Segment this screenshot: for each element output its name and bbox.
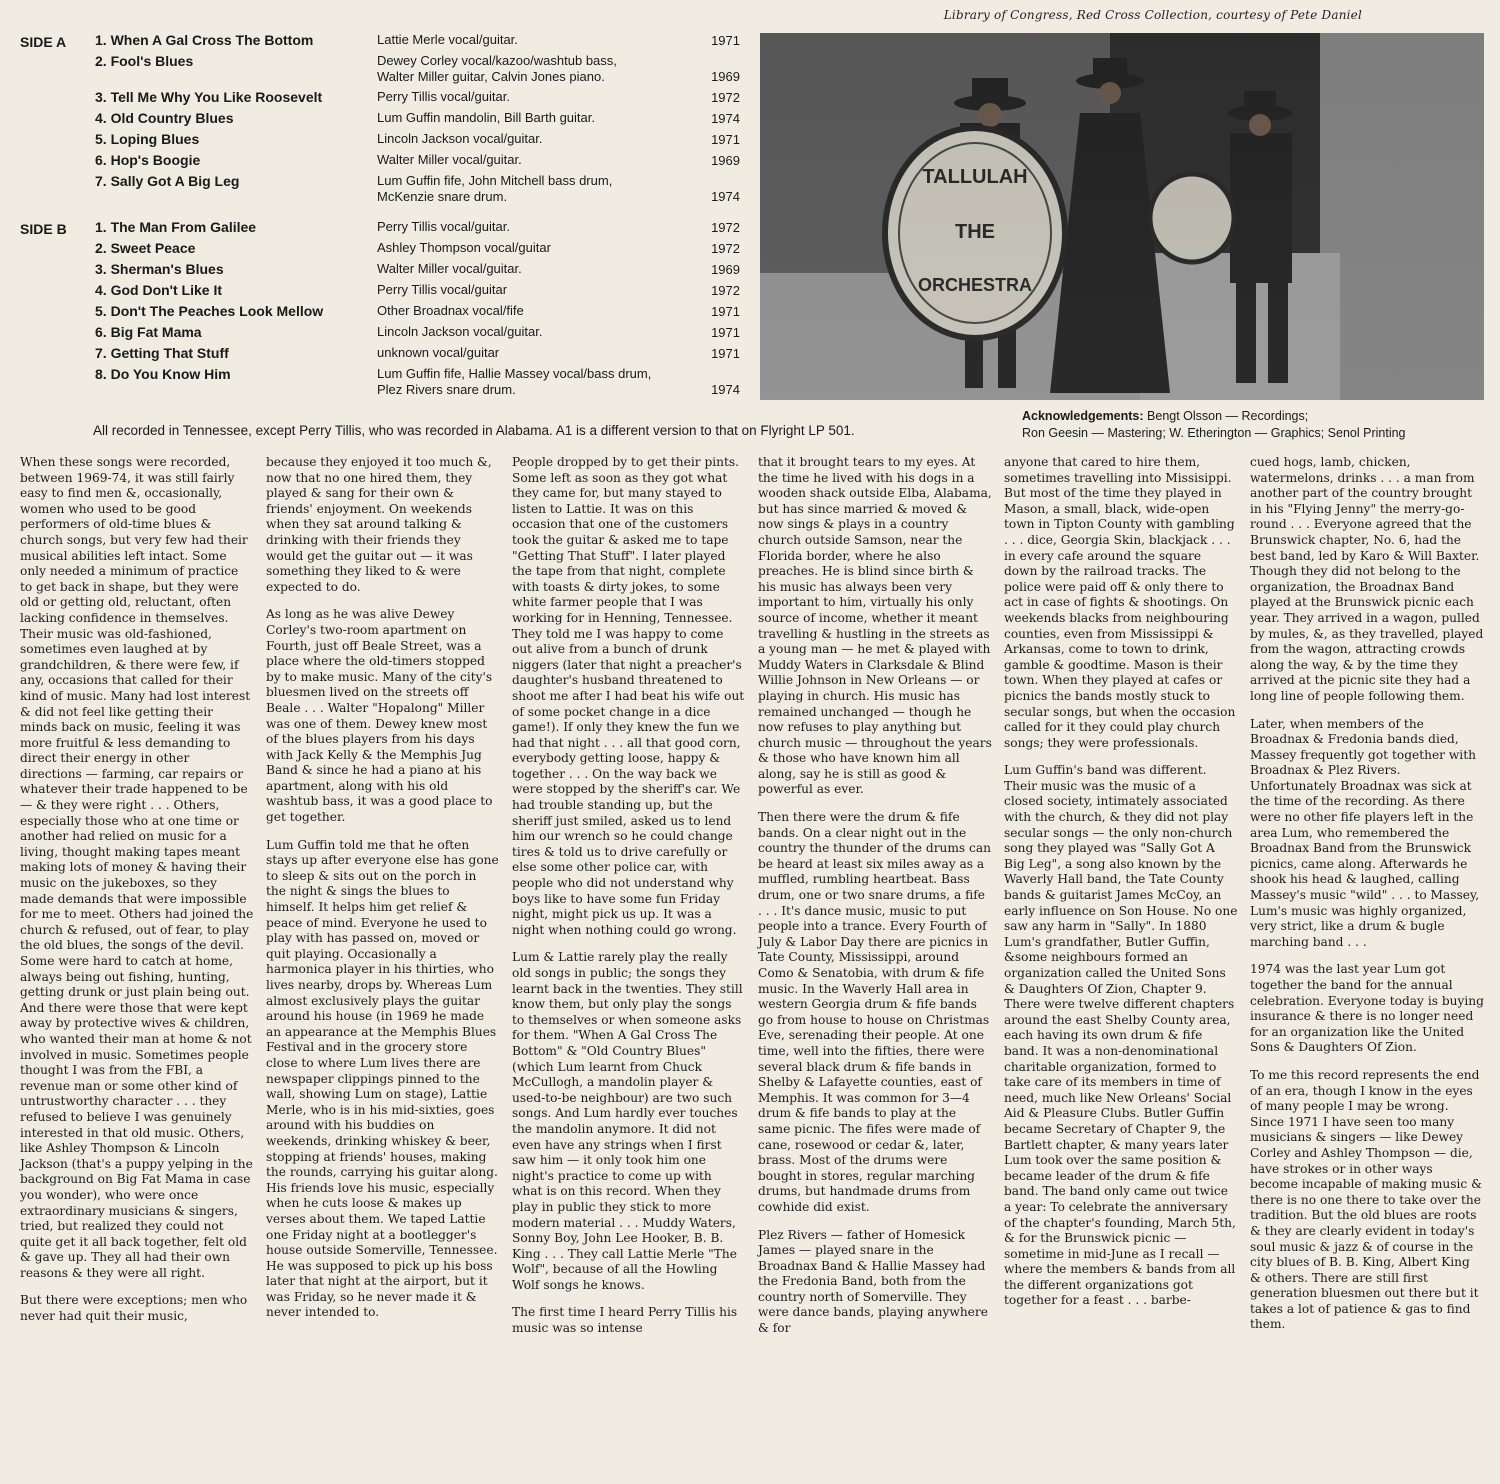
band-photo-illustration bbox=[760, 33, 1484, 400]
track-performers: Perry Tillis vocal/guitar bbox=[377, 282, 508, 297]
track-year: 1969 bbox=[711, 153, 740, 168]
track-number: 6. bbox=[95, 324, 107, 340]
track-row bbox=[20, 324, 750, 341]
notes-paragraph: Plez Rivers — father of Homesick James — played snare in the Broadnax Band & Hallie Massey had the Fredonia Band, both from the country north of Somerville. They were dance bands, playing anywhere & for bbox=[758, 1227, 988, 1336]
notes-paragraph: When these songs were recorded, between 1969-74, it was still fairly easy to find men &, occasionally, women who used to be good performers of old-time blues & church songs, but very few had their musical abilities left intact. Some only needed a minimum of practice to get back in shape, but they were old or getting old, reluctant, often lacking confidence in themselves. Their music was old-fashioned, sometimes even laughed at by grandchildren, & there were few, if any, occasions that called for their kind of music. Many had lost interest & did not feel like getting their minds back on music, feeling it was more fruitful & less demanding to direct their energy in other directions — farming, car repairs or whatever their trade happened to be — & they were right . . . Others, especially those who at one time or another had relied on music for a living, thought making tapes meant making lots of money & having their music on the jukeboxes, so they made demands that were impossible for me to meet. Others had joined the church & refused, out of fear, to play the old blues, the songs of the devil. Some were hard to catch at home, always being out fishing, hunting, getting drunk or just plain being out. And there were those that were kept away by protective wives & children, who wanted their man at home & not involved in music. Sometimes people thought I was from the FBI, a revenue man or some other kind of untrustworthy character . . . they refused to believe I was genuinely interested in that old music. Others, like Ashley Thompson & Lincoln Jackson (that's a puppy yelping in the background on Big Fat Mama in case you wonder), who were once extraordinary musicians & singers, tried, but realized they could not quite get it all back together, felt old & gave up. They all had their own reasons & they were all right. bbox=[20, 455, 254, 1280]
track-performers: Lincoln Jackson vocal/guitar. bbox=[377, 131, 543, 146]
track-title bbox=[95, 53, 377, 70]
side-label: SIDE B bbox=[20, 221, 67, 237]
track-performers: Lum Guffin mandolin, Bill Barth guitar. bbox=[377, 110, 595, 125]
track-year: 1971 bbox=[711, 346, 740, 361]
track-year: 1969 bbox=[711, 69, 740, 84]
drum-lettering-2: THE bbox=[955, 221, 995, 243]
track-number: 1. bbox=[95, 219, 107, 235]
track-row bbox=[20, 89, 750, 106]
track-row bbox=[20, 173, 750, 205]
track-name: God Don't Like It bbox=[110, 282, 223, 298]
notes-paragraph: The first time I heard Perry Tillis his music was so intense bbox=[512, 1305, 738, 1336]
track-number: 8. bbox=[95, 366, 107, 382]
side-label: SIDE A bbox=[20, 34, 67, 50]
track-performers: Perry Tillis vocal/guitar. bbox=[377, 89, 510, 104]
track-row bbox=[20, 110, 750, 127]
track-number: 5. bbox=[95, 131, 107, 147]
track-year: 1972 bbox=[711, 283, 740, 298]
track-name: Old Country Blues bbox=[110, 110, 234, 126]
track-name: Don't The Peaches Look Mellow bbox=[110, 303, 324, 319]
track-year: 1971 bbox=[711, 33, 740, 48]
acknowledgements-text: Bengt Olsson — Recordings; bbox=[1143, 409, 1309, 423]
liner-notes bbox=[20, 455, 1490, 1349]
track-performers: Lincoln Jackson vocal/guitar. bbox=[377, 324, 543, 339]
track-performers: Lum Guffin fife, John Mitchell bass drum, McKenzie snare drum. bbox=[377, 173, 613, 204]
track-name: Fool's Blues bbox=[110, 53, 194, 69]
track-name: Do You Know Him bbox=[110, 366, 231, 382]
track-title bbox=[95, 324, 377, 341]
photo-credit: Library of Congress, Red Cross Collection, courtesy of Pete Daniel bbox=[943, 8, 1362, 22]
track-number: 4. bbox=[95, 110, 107, 126]
notes-paragraph: But there were exceptions; men who never had quit their music, bbox=[20, 1293, 248, 1324]
notes-paragraph: Lum & Lattie rarely play the really old songs in public; the songs they learnt back in the twenties. They still know them, but only play the songs to themselves or when someone asks for them. "When A Gal Cross The Bottom" & "Old Country Blues" (which Lum learnt from Chuck McCullogh, a mandolin player & used-to-be neighbour) are two such songs. And Lum hardly ever touches the mandolin anymore. It did not even have any strings when I first saw him — it only took him one night's practice to come up with what is on this record. When they play in public they stick to more modern material . . . Muddy Waters, Sonny Boy, John Lee Hooker, B. B. King . . . They call Lattie Merle "The Wolf", because of all the Howling Wolf songs he knows. bbox=[512, 950, 743, 1292]
side-b-tracks bbox=[20, 219, 750, 398]
track-name: Hop's Boogie bbox=[110, 152, 201, 168]
track-row bbox=[20, 303, 750, 320]
track-number: 7. bbox=[95, 345, 107, 361]
track-performers: Dewey Corley vocal/kazoo/washtub bass, Walter Miller guitar, Calvin Jones piano. bbox=[377, 53, 617, 84]
track-performers: Perry Tillis vocal/guitar. bbox=[377, 219, 510, 234]
side-a-tracks bbox=[20, 32, 750, 205]
track-title bbox=[95, 261, 377, 278]
track-row bbox=[20, 240, 750, 257]
drum-lettering-1: TALLULAH bbox=[922, 166, 1028, 188]
track-performers: Lattie Merle vocal/guitar. bbox=[377, 32, 518, 47]
track-row bbox=[20, 131, 750, 148]
band-photo bbox=[760, 33, 1484, 400]
track-number: 1. bbox=[95, 32, 107, 48]
track-performers: Walter Miller vocal/guitar. bbox=[377, 261, 522, 276]
track-number: 3. bbox=[95, 261, 107, 277]
track-number: 6. bbox=[95, 152, 107, 168]
track-title bbox=[95, 32, 377, 49]
track-title bbox=[95, 131, 377, 148]
notes-column bbox=[266, 455, 500, 1349]
side-a bbox=[20, 32, 750, 205]
track-name: Tell Me Why You Like Roosevelt bbox=[110, 89, 323, 105]
track-name: Sherman's Blues bbox=[110, 261, 224, 277]
track-number: 5. bbox=[95, 303, 107, 319]
track-year: 1969 bbox=[711, 262, 740, 277]
track-name: Sweet Peace bbox=[110, 240, 196, 256]
track-performers: Walter Miller vocal/guitar. bbox=[377, 152, 522, 167]
track-title bbox=[95, 240, 377, 257]
notes-paragraph: that it brought tears to my eyes. At the time he lived with his dogs in a wooden shack outside Elba, Alabama, but has since married & moved & now sings & plays in a country church outside Samson, near the Florida border, where he also preaches. He is blind since birth & his music has always been very important to him, virtually his only source of income, whether it meant travelling & hustling in the streets as a young man — he met & played with Muddy Waters in Clarksdale & Blind Willie Johnson in New Orleans — or playing in church. His music has remained unchanged — though he now refuses to play anything but church music — throughout the years & those who have known him all along, say he is still as good & powerful as ever. bbox=[758, 455, 992, 797]
track-year: 1971 bbox=[711, 304, 740, 319]
track-year: 1972 bbox=[711, 220, 740, 235]
track-listing bbox=[20, 32, 750, 402]
track-name: When A Gal Cross The Bottom bbox=[110, 32, 314, 48]
track-row bbox=[20, 282, 750, 299]
track-title bbox=[95, 152, 377, 169]
notes-paragraph: People dropped by to get their pints. Some left as soon as they got what they came for, but many stayed to listen to Lattie. It was on this occasion that one of the customers took the guitar & asked me to tape "Getting That Stuff". I later played the tape from that night, complete with toasts & dirty jokes, to some white farmer people that I was working for in Henning, Tennessee. They told me I was happy to come out alive from a bunch of drunk niggers (later that night a preacher's daughter's husband threatened to shoot me after I had beat his wife out of some pocket change in a dice game!). If only they knew the fun we had that night . . . all that good corn, everybody getting loose, happy & together . . . On the way back we were stopped by the sheriff's car. We had trouble standing up, but the sheriff just smiled, asked us to lend him our wrench so he could change tires & told us to drive carefully or else some other police car, with people who did not understand why boys like to have some fun Friday night, might pick us up. It was a night when nothing could go wrong. bbox=[512, 455, 745, 937]
notes-paragraph: 1974 was the last year Lum got together the band for the annual celebration. Everyone today is buying insurance & there is no longer need for an organization like the United Sons & Daughters Of Zion. bbox=[1250, 962, 1484, 1055]
notes-column bbox=[758, 455, 992, 1349]
recording-note: All recorded in Tennessee, except Perry Tillis, who was recorded in Alabama. A1 is a different version to that on Flyright LP 501. bbox=[93, 423, 855, 438]
track-row bbox=[20, 345, 750, 362]
track-row bbox=[20, 261, 750, 278]
track-title bbox=[95, 366, 377, 383]
track-year: 1972 bbox=[711, 241, 740, 256]
track-row bbox=[20, 32, 750, 49]
track-year: 1974 bbox=[711, 382, 740, 397]
track-name: Getting That Stuff bbox=[110, 345, 229, 361]
track-title bbox=[95, 282, 377, 299]
notes-paragraph: Then there were the drum & fife bands. On a clear night out in the country the thunder of the drums can be heard at least six miles away as a muffled, rumbling heartbeat. Bass drum, one or two snare drums, a fife . . . It's dance music, music to put people into a trance. Every Fourth of July & Labor Day there are picnics in Tate County, Mississippi, around Como & Senatobia, with drum & fife music. In the Waverly Hall area in western Georgia drum & fife bands go from house to house on Christmas Eve, serenading their people. At one time, well into the fifties, there were several black drum & fife bands in Shelby & Lafayette counties, east of Memphis. It was common for 3—4 drum & fife bands to play at the same picnic. The fifes were made of cane, rosewood or cedar &, later, brass. Most of the drums were bought in stores, regular marching drums, but handmade drums from cowhide did exist. bbox=[758, 810, 991, 1214]
track-performers: unknown vocal/guitar bbox=[377, 345, 500, 360]
track-number: 4. bbox=[95, 282, 107, 298]
notes-paragraph: Lum Guffin's band was different. Their music was the music of a closed society, intimately associated with the church, & they did not play secular songs — the only non-church song they played was "Sally Got A Big Leg", a song also known by the Waverly Hall band, the Tate County bands & guitarist James McCoy, an early influence on Son House. No one saw any harm in "Sally". In 1880 Lum's grandfather, Butler Guffin, &some neighbours formed an organization called the United Sons & Daughters Of Zion, Chapter 9. There were twelve different chapters around the east Shelby County area, each having its own drum & fife band. It was a non-denominational charitable organization, formed to take care of its members in time of need, much like New Orleans' Social Aid & Pleasure Clubs. Butler Guffin became Secretary of Chapter 9, the Bartlett chapter, & many years later Lum took over the same position & became leader of the drum & fife band. The band only came out twice a year: To celebrate the anniversary of the chapter's founding, March 5th, & for the Brunswick picnic — sometime in mid-June as I recall — where the members & bands from all the different organizations got together for a feast . . . barbe- bbox=[1004, 763, 1238, 1308]
acknowledgements-text-2: Ron Geesin — Mastering; W. Etherington — Graphics; Senol Printing bbox=[1022, 426, 1406, 440]
notes-paragraph: To me this record represents the end of an era, though I know in the eyes of many people I may be wrong. Since 1971 I have seen too many musicians & singers — like Dewey Corley and Ashley Thompson — die, have strokes or in other ways become incapable of making music & there is no one there to take over the tradition. But the old blues are roots & they are clearly evident in today's soul music & jazz & of course in the city blues of B. B. King, Albert King & others. There are still first generation bluesmen out there but it takes a lot of patience & gas to find them. bbox=[1250, 1067, 1482, 1332]
track-title bbox=[95, 219, 377, 236]
track-number: 3. bbox=[95, 89, 107, 105]
track-performers: Other Broadnax vocal/fife bbox=[377, 303, 524, 318]
track-performers: Ashley Thompson vocal/guitar bbox=[377, 240, 551, 255]
track-number: 2. bbox=[95, 240, 107, 256]
notes-paragraph: cued hogs, lamb, chicken, watermelons, drinks . . . a man from another part of the country brought in his "Flying Jenny" the merry-go-round . . . Everyone agreed that the Brunswick chapter, No. 6, had the best band, led by Karo & Will Baxter. Though they did not belong to the organization, the Broadnax Band played at the Brunswick picnic each year. They arrived in a wagon, pulled by mules, &, as they travelled, played from the wagon, attracting crowds along the way, & by the time they arrived at the picnic site they had a long line of people following them. bbox=[1250, 455, 1484, 703]
track-number: 7. bbox=[95, 173, 107, 189]
notes-column bbox=[1250, 455, 1484, 1349]
track-year: 1972 bbox=[711, 90, 740, 105]
track-row bbox=[20, 152, 750, 169]
notes-paragraph: anyone that cared to hire them, sometimes travelling into Missisippi. But most of the time they played in Mason, a small, black, wide-open town in Tipton County with gambling . . . dice, Georgia Skin, blackjack . . . in every cafe around the square down by the railroad tracks. The police were paid off & only there to act in case of fights & shootings. On weekends blacks from neighbouring counties, even from Mississippi & Arkansas, come to town to drink, gamble & goodtime. Mason is their town. When they played at cafes or picnics the bands mostly stuck to secular songs, but when the occasion called for it they could play church songs; they were professionals. bbox=[1004, 455, 1236, 750]
track-title bbox=[95, 110, 377, 127]
track-number: 2. bbox=[95, 53, 107, 69]
track-year: 1971 bbox=[711, 132, 740, 147]
notes-column bbox=[1004, 455, 1238, 1349]
notes-column bbox=[512, 455, 746, 1349]
drum-lettering-3: ORCHESTRA bbox=[917, 275, 1033, 295]
track-title bbox=[95, 89, 377, 106]
notes-paragraph: As long as he was alive Dewey Corley's two-room apartment on Fourth, just off Beale Street, was a place where the old-timers stopped by to make music. Many of the city's bluesmen lived on the streets off Beale . . . Walter "Hopalong" Miller was one of them. Dewey knew most of the blues players from his days with Jack Kelly & the Memphis Jug Band & since he had a piano at his apartment, along with his old washtub bass, it was a good place to get together. bbox=[266, 607, 493, 825]
track-title bbox=[95, 345, 377, 362]
acknowledgements-label: Acknowledgements: bbox=[1022, 409, 1144, 423]
track-name: The Man From Galilee bbox=[110, 219, 257, 235]
notes-paragraph: Lum Guffin told me that he often stays up after everyone else has gone to sleep & sits out on the porch in the night & sings the blues to himself. It helps him get relief & peace of mind. Everyone he used to play with has passed on, moved or quit playing. Occasionally a harmonica player in his thirties, who lives nearby, drops by. Whereas Lum almost exclusively plays the guitar around his house (in 1969 he made an appearance at the Memphis Blues Festival and in the grocery store close to where Lum lives there are newspaper clippings pinned to the wall, showing Lum on stage), Lattie Merle, who is in his mid-sixties, goes around with his buddies on weekends, drinking whiskey & beer, stopping at friends' houses, making the rounds, carrying his guitar along. His friends love his music, especially when he cuts loose & makes up verses about them. We taped Lattie one Friday night at a bootlegger's house outside Somerville, Tennessee. He was supposed to pick up his boss later that night at the airport, but it was Friday, so he never made it & never intended to. bbox=[266, 837, 499, 1320]
notes-paragraph: because they enjoyed it too much &, now that no one hired them, they played & sang for their own & friends' enjoyment. On weekends when they sat around talking & drinking with their friends they would get the guitar out — it was something they liked to & were expected to do. bbox=[266, 455, 492, 594]
notes-column bbox=[20, 455, 254, 1349]
track-year: 1974 bbox=[711, 189, 740, 204]
track-row bbox=[20, 366, 750, 398]
track-performers: Lum Guffin fife, Hallie Massey vocal/bass drum, Plez Rivers snare drum. bbox=[377, 366, 652, 397]
notes-paragraph: Later, when members of the Broadnax & Fredonia bands died, Massey frequently got together with Broadnax & Plez Rivers. Unfortunately Broadnax was sick at the time of the recording. As there were no other fife players left in the area Lum, who remembered the Broadnax Band from the Brunswick picnics, came along. Afterwards he shook his head & laughed, calling Massey's music "wild" . . . to Massey, Lum's music was highly organized, very strict, like a drum & bugle marching band . . . bbox=[1250, 716, 1480, 949]
track-year: 1974 bbox=[711, 111, 740, 126]
track-row bbox=[20, 219, 750, 236]
side-b bbox=[20, 219, 750, 398]
track-year: 1971 bbox=[711, 325, 740, 340]
track-title bbox=[95, 303, 377, 320]
track-name: Loping Blues bbox=[110, 131, 200, 147]
acknowledgements bbox=[1022, 408, 1492, 442]
track-title bbox=[95, 173, 377, 190]
track-name: Big Fat Mama bbox=[110, 324, 202, 340]
track-row bbox=[20, 53, 750, 85]
track-name: Sally Got A Big Leg bbox=[110, 173, 240, 189]
